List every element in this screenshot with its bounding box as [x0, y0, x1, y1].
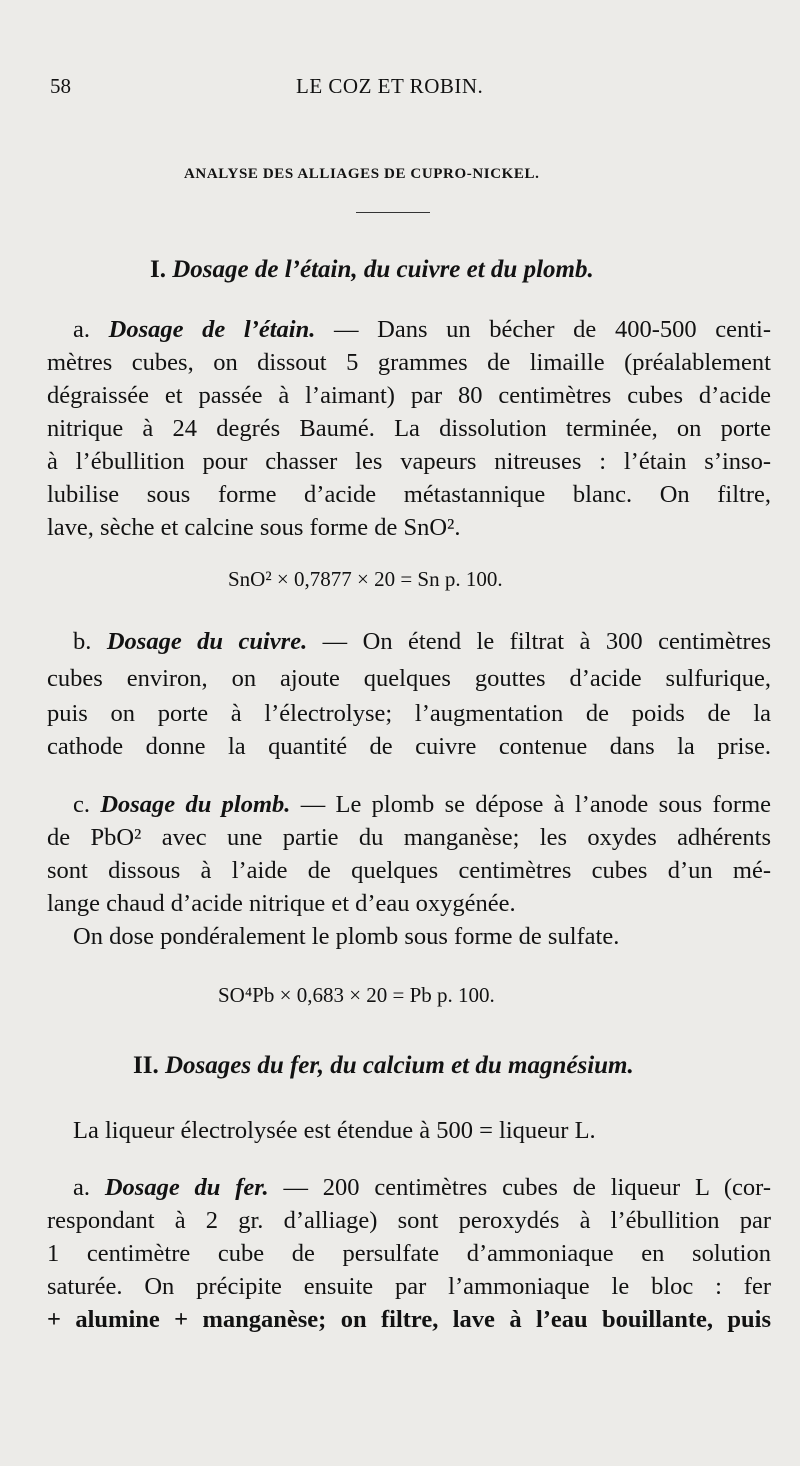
- paragraph-c-line: lange chaud d’acide nitrique et d’eau oxygénée.: [47, 890, 516, 917]
- paragraph-b-title: Dosage du cuivre.: [106, 628, 308, 655]
- part-2-intro: La liqueur électrolysée est étendue à 500 = liqueur L.: [73, 1117, 596, 1144]
- paragraph-fer-title: Dosage du fer.: [104, 1174, 269, 1201]
- paragraph-c-label: c.: [73, 791, 90, 818]
- paragraph-fer-label: a.: [73, 1174, 90, 1201]
- paragraph-b-line: cubes environ, on ajoute quelques gouttes d’acide sulfurique,: [47, 665, 771, 692]
- part-2-title: Dosages du fer, du calcium et du magnésium.: [164, 1052, 634, 1079]
- paragraph-fer-line: saturée. On précipite ensuite par l’ammoniaque le bloc : fer: [47, 1273, 771, 1300]
- paragraph-a-line-1: a. Dosage de l’étain. — Dans un bécher de 400-500 centi-: [73, 316, 772, 343]
- paragraph-b-line-1: b. Dosage du cuivre. — On étend le filtrat à 300 centimètres: [73, 628, 772, 655]
- part-2-heading: [133, 1052, 634, 1080]
- paragraph-b-label: b.: [73, 628, 92, 655]
- section-title: ANALYSE DES ALLIAGES DE CUPRO-NICKEL.: [184, 166, 540, 182]
- part-1-heading: [150, 256, 594, 284]
- paragraph-a-line: mètres cubes, on dissout 5 grammes de limaille (préalablement: [47, 349, 771, 376]
- paragraph-a-title: Dosage de l’étain.: [108, 316, 316, 343]
- paragraph-a-line: nitrique à 24 degrés Baumé. La dissolution terminée, on porte: [47, 415, 771, 442]
- paragraph-b-line: puis on porte à l’électrolyse; l’augmentation de poids de la: [47, 700, 771, 727]
- running-title: LE COZ ET ROBIN.: [296, 74, 484, 98]
- paragraph-fer-line: + alumine + manganèse; on filtre, lave à l’eau bouillante, puis: [47, 1306, 771, 1333]
- paragraph-c-line: sont dissous à l’aide de quelques centimètres cubes d’un mé-: [47, 857, 771, 884]
- part-1-numeral: I.: [150, 256, 166, 283]
- paragraph-fer-line: 1 centimètre cube de persulfate d’ammoniaque en solution: [47, 1240, 771, 1267]
- paragraph-a-line: à l’ébullition pour chasser les vapeurs nitreuses : l’étain s’inso-: [47, 448, 771, 475]
- paragraph-c-title: Dosage du plomb.: [100, 791, 291, 818]
- paragraph-fer-line-1: a. Dosage du fer. — 200 centimètres cubes de liqueur L (cor-: [73, 1174, 771, 1201]
- paragraph-a-line: lubilise sous forme d’acide métastannique blanc. On filtre,: [47, 481, 771, 508]
- paragraph-c-line: de PbO² avec une partie du manganèse; les oxydes adhérents: [47, 824, 771, 851]
- paragraph-a-label: a.: [73, 316, 90, 343]
- formula-tin: SnO² × 0,7877 × 20 = Sn p. 100.: [228, 567, 503, 591]
- formula-lead: SO⁴Pb × 0,683 × 20 = Pb p. 100.: [218, 983, 495, 1007]
- paragraph-a-line: lave, sèche et calcine sous forme de SnO².: [47, 514, 461, 541]
- paragraph-b-line: cathode donne la quantité de cuivre contenue dans la prise.: [47, 733, 771, 760]
- paragraph-a-line: dégraissée et passée à l’aimant) par 80 centimètres cubes d’acide: [47, 382, 771, 409]
- paragraph-c-line-1: c. Dosage du plomb. — Le plomb se dépose à l’anode sous forme: [73, 791, 771, 818]
- part-2-numeral: II.: [133, 1052, 159, 1079]
- part-1-title: Dosage de l’étain, du cuivre et du plomb.: [172, 256, 594, 283]
- divider-rule: [356, 212, 430, 213]
- page-number: 58: [50, 74, 71, 98]
- paragraph-fer-line: respondant à 2 gr. d’alliage) sont peroxydés à l’ébullition par: [47, 1207, 771, 1234]
- paragraph-c-line: On dose pondéralement le plomb sous forme de sulfate.: [73, 923, 620, 950]
